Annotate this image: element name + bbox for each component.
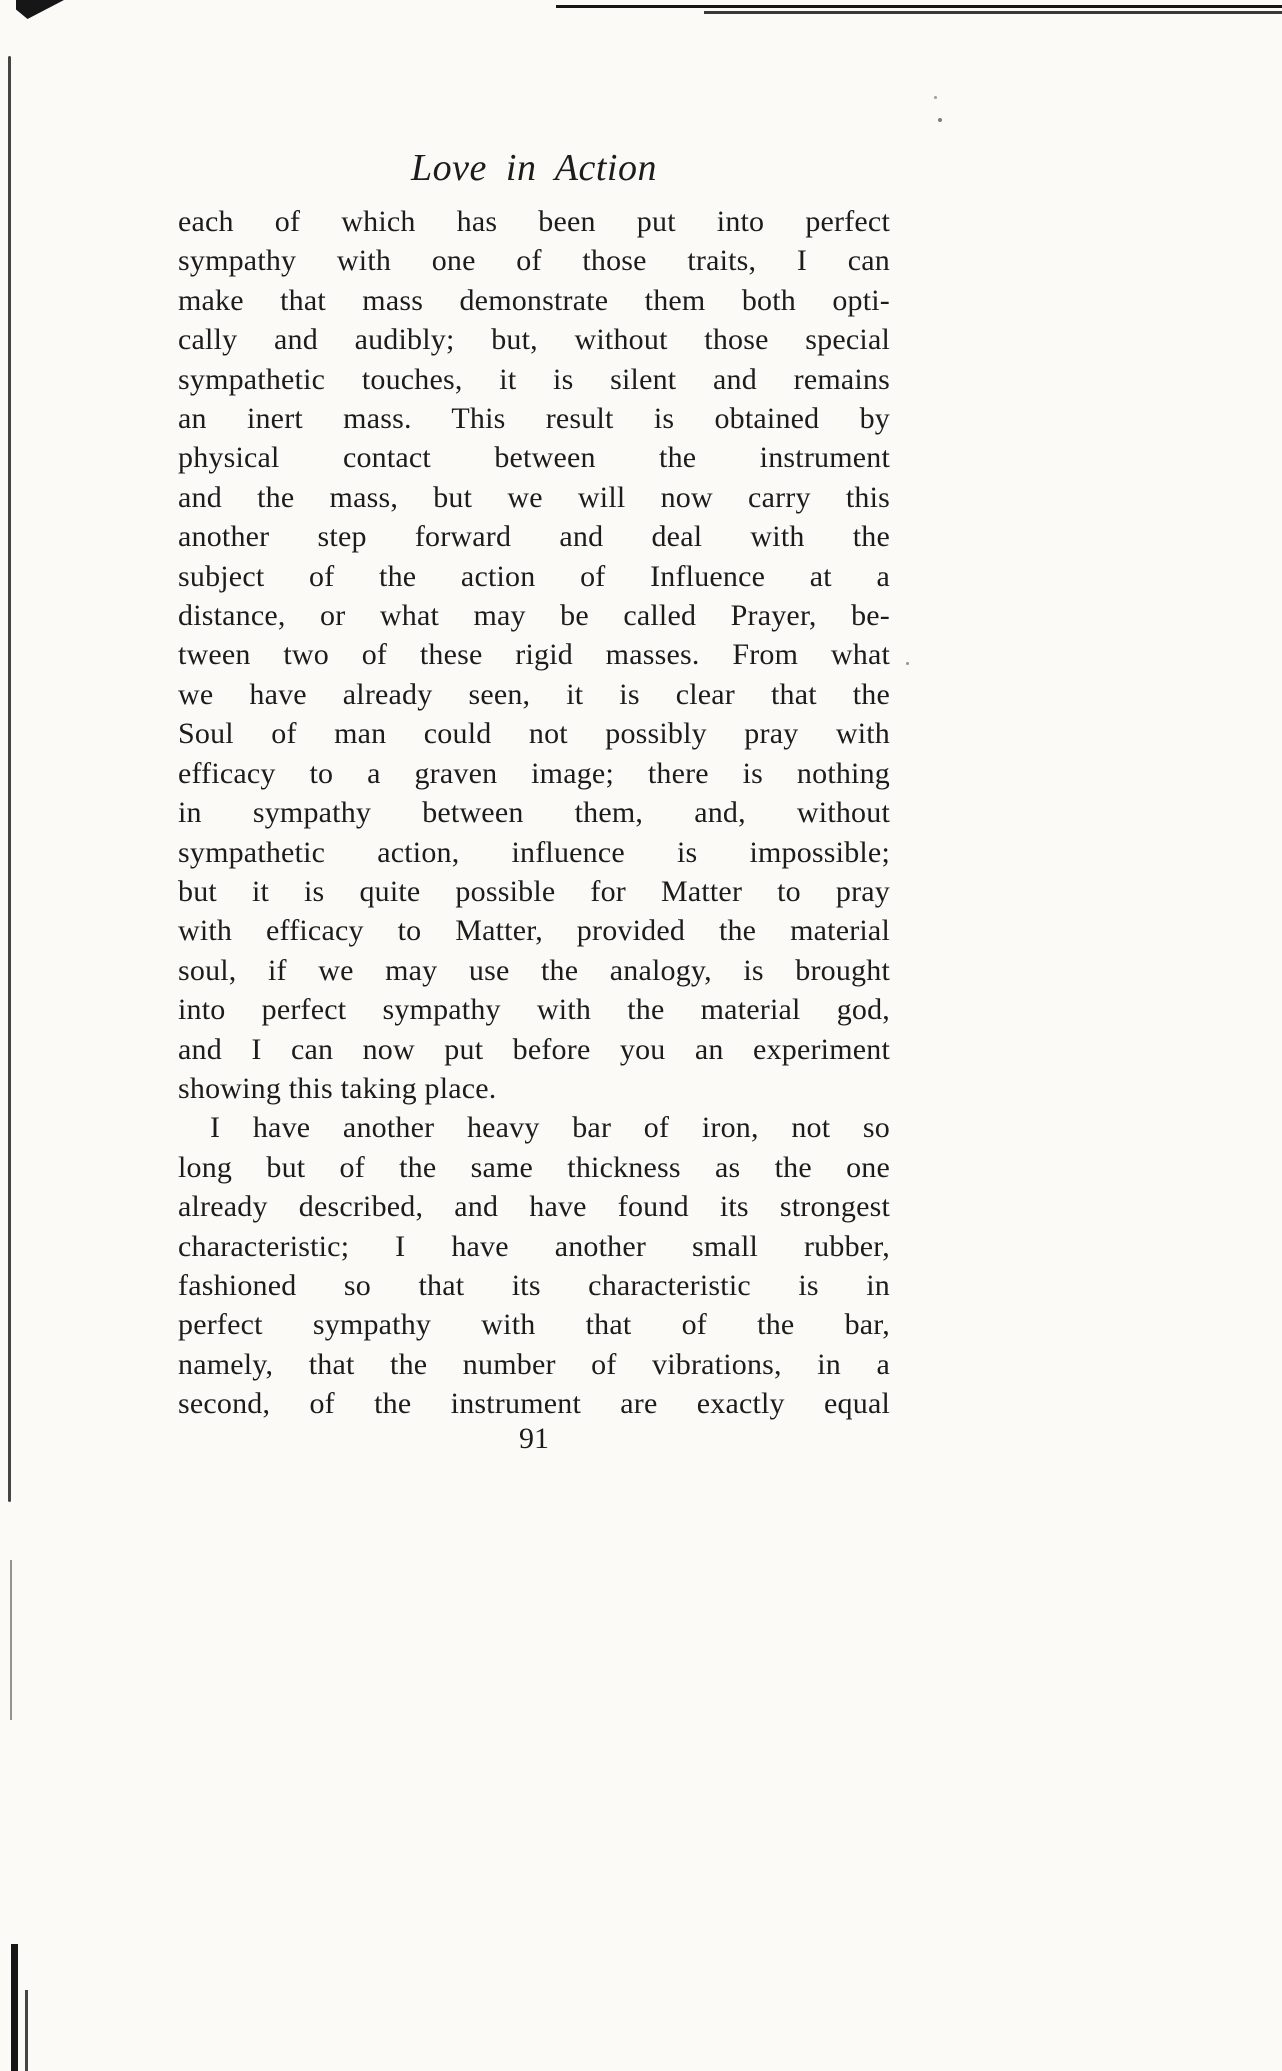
- text-line: we have already seen, it is clear that the: [178, 677, 890, 711]
- top-rule-artifact-2: [704, 11, 1282, 14]
- text-line: perfect sympathy with that of the bar,: [178, 1308, 890, 1342]
- text-line: efficacy to a graven image; there is nothing: [178, 756, 890, 790]
- text-line: already described, and have found its strongest: [178, 1190, 890, 1224]
- text-line: physical contact between the instrument: [178, 441, 890, 475]
- text-line: distance, or what may be called Prayer, be-: [178, 599, 890, 633]
- text-line: tween two of these rigid masses. From what: [178, 638, 890, 672]
- text-line: cally and audibly; but, without those special: [178, 323, 890, 357]
- text-line: and the mass, but we will now carry this: [178, 480, 890, 514]
- text-line: subject of the action of Influence at a: [178, 559, 890, 593]
- scan-speck: [906, 662, 909, 665]
- page-number: 91: [519, 1422, 549, 1455]
- scan-speck: [938, 118, 942, 122]
- text-line: I have another heavy bar of iron, not so: [210, 1111, 890, 1145]
- text-line: an inert mass. This result is obtained by: [178, 402, 890, 436]
- left-bottom-mark-artifact: [11, 1944, 18, 2071]
- text-line: long but of the same thickness as the one: [178, 1150, 890, 1184]
- text-line: in sympathy between them, and, without: [178, 796, 890, 830]
- left-edge-line-artifact-2: [10, 1560, 12, 1720]
- text-line: sympathetic touches, it is silent and remains: [178, 362, 890, 396]
- text-line: but it is quite possible for Matter to pray: [178, 874, 890, 908]
- text-line: make that mass demonstrate them both opti-: [178, 283, 890, 317]
- text-line: each of which has been put into perfect: [178, 205, 890, 238]
- paragraph: [178, 202, 890, 1108]
- body-text: [178, 202, 890, 1424]
- corner-mark-artifact: [16, 0, 64, 19]
- text-line: soul, if we may use the analogy, is brought: [178, 953, 890, 987]
- text-line: and I can now put before you an experiment: [178, 1032, 890, 1066]
- text-line: showing this taking place.: [178, 1071, 497, 1105]
- text-line: characteristic; I have another small rubber,: [178, 1229, 890, 1263]
- text-line: sympathy with one of those traits, I can: [178, 244, 890, 278]
- text-line: fashioned so that its characteristic is in: [178, 1268, 890, 1302]
- text-line: second, of the instrument are exactly equal: [178, 1387, 890, 1421]
- paragraph: [178, 1108, 890, 1423]
- top-rule-artifact: [556, 5, 1282, 8]
- text-line: namely, that the number of vibrations, in a: [178, 1347, 890, 1381]
- text-line: Soul of man could not possibly pray with: [178, 717, 890, 751]
- left-bottom-mark-artifact-2: [25, 1990, 28, 2071]
- page-title: Love in Action: [411, 147, 657, 189]
- text-line: another step forward and deal with the: [178, 520, 890, 554]
- left-edge-line-artifact: [8, 56, 11, 1502]
- text-line: into perfect sympathy with the material god,: [178, 993, 890, 1027]
- scan-speck: [934, 96, 937, 99]
- text-line: sympathetic action, influence is impossible;: [178, 835, 890, 869]
- text-line: with efficacy to Matter, provided the material: [178, 914, 890, 948]
